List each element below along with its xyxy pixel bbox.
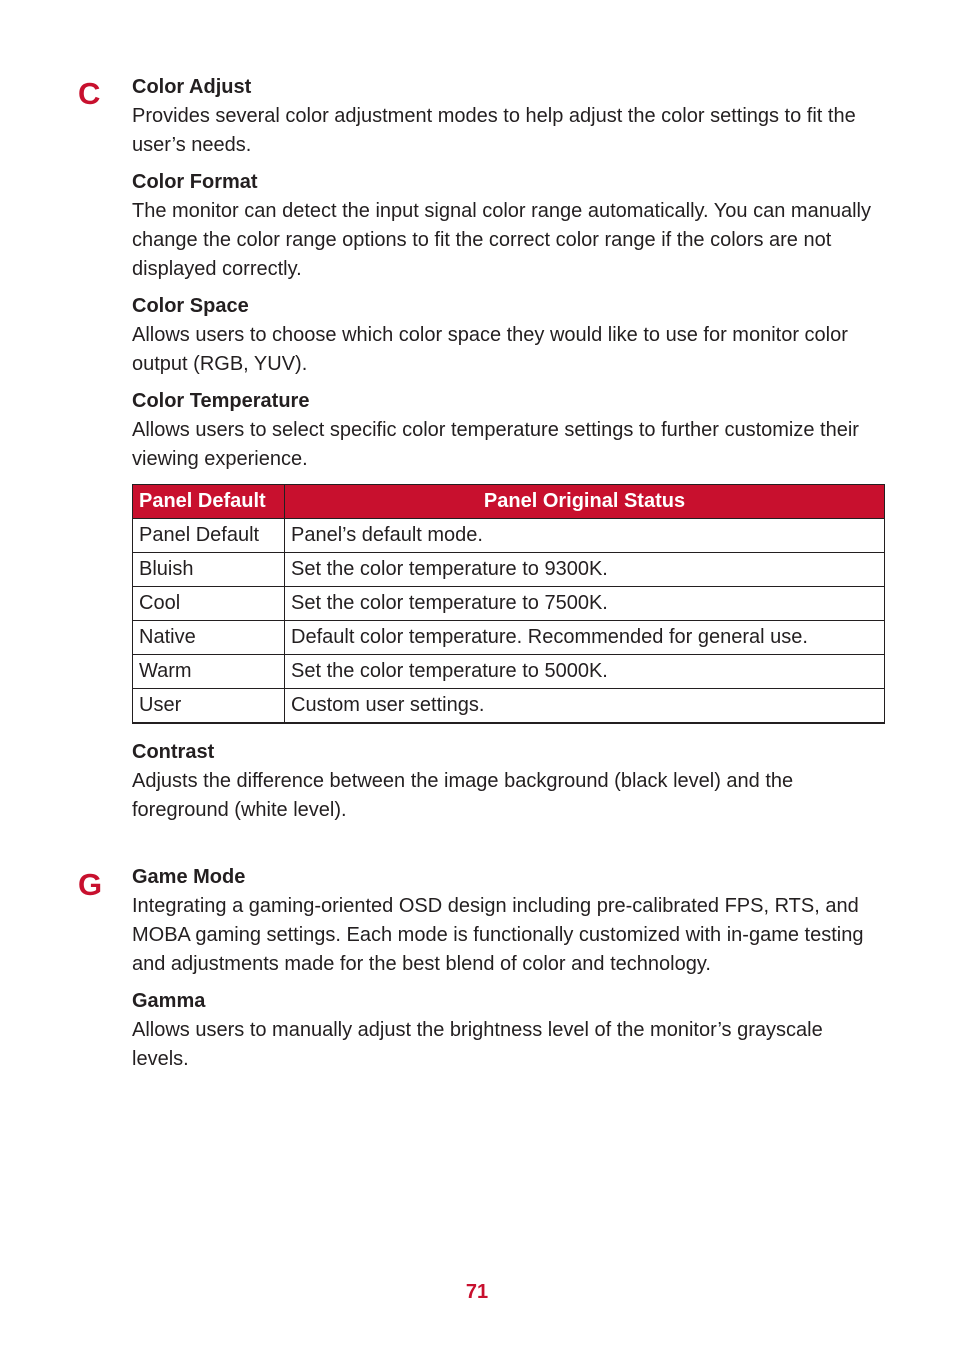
term-color-space: Color Space [132, 295, 249, 317]
table-header-cell: Panel Default [133, 485, 285, 519]
section-letter-g: G [78, 867, 103, 902]
page-number: 71 [465, 1281, 489, 1303]
table-cell-mode: Native [133, 621, 285, 655]
table-cell-description: Set the color temperature to 9300K. [285, 553, 885, 587]
table-cell-description: Custom user settings. [285, 689, 885, 724]
table-row [133, 519, 885, 553]
table-cell-description: Panel’s default mode. [285, 519, 885, 553]
section-c-content [132, 73, 884, 833]
table-cell-description: Set the color temperature to 5000K. [285, 655, 885, 689]
desc-color-temperature: Allows users to select specific color temperature settings to further customize their viewing experience. [132, 419, 859, 470]
section-letter-c: C [78, 76, 101, 111]
term-game-mode: Game Mode [132, 866, 246, 888]
term-color-temperature: Color Temperature [132, 390, 310, 412]
term-gamma: Gamma [132, 990, 206, 1012]
desc-gamma: Allows users to manually adjust the brightness level of the monitor’s grayscale levels. [132, 1019, 823, 1070]
table-row [133, 621, 885, 655]
table-cell-mode: Panel Default [133, 519, 285, 553]
table-cell-description: Default color temperature. Recommended for general use. [285, 621, 885, 655]
term-color-format: Color Format [132, 171, 258, 193]
table-row [133, 655, 885, 689]
desc-contrast: Adjusts the difference between the image background (black level) and the foreground (white level). [132, 770, 794, 821]
table-header-cell: Panel Original Status [285, 485, 885, 519]
term-contrast: Contrast [132, 741, 215, 763]
table-row [133, 587, 885, 621]
desc-color-space: Allows users to choose which color space they would like to use for monitor color output (RGB, YUV). [132, 324, 848, 375]
desc-color-adjust: Provides several color adjustment modes to help adjust the color settings to fit the user’s needs. [132, 105, 856, 156]
table-cell-mode: Bluish [133, 553, 285, 587]
term-color-adjust: Color Adjust [132, 76, 252, 98]
table-cell-mode: Warm [133, 655, 285, 689]
table-header-row [133, 485, 885, 519]
table-cell-mode: Cool [133, 587, 285, 621]
table-row [133, 689, 885, 724]
table-cell-mode: User [133, 689, 285, 724]
desc-game-mode: Integrating a gaming-oriented OSD design including pre-calibrated FPS, RTS, and MOBA gaming settings. Each mode is functionally customized with in-game testing and adjustments made for the best blend of color and technology. [132, 895, 864, 975]
color-temperature-table [132, 484, 885, 724]
table-row [133, 553, 885, 587]
desc-color-format: The monitor can detect the input signal color range automatically. You can manually change the color range options to fit the correct color range if the colors are not displayed correctly. [132, 200, 871, 280]
section-g-content [132, 863, 884, 1082]
table-cell-description: Set the color temperature to 7500K. [285, 587, 885, 621]
